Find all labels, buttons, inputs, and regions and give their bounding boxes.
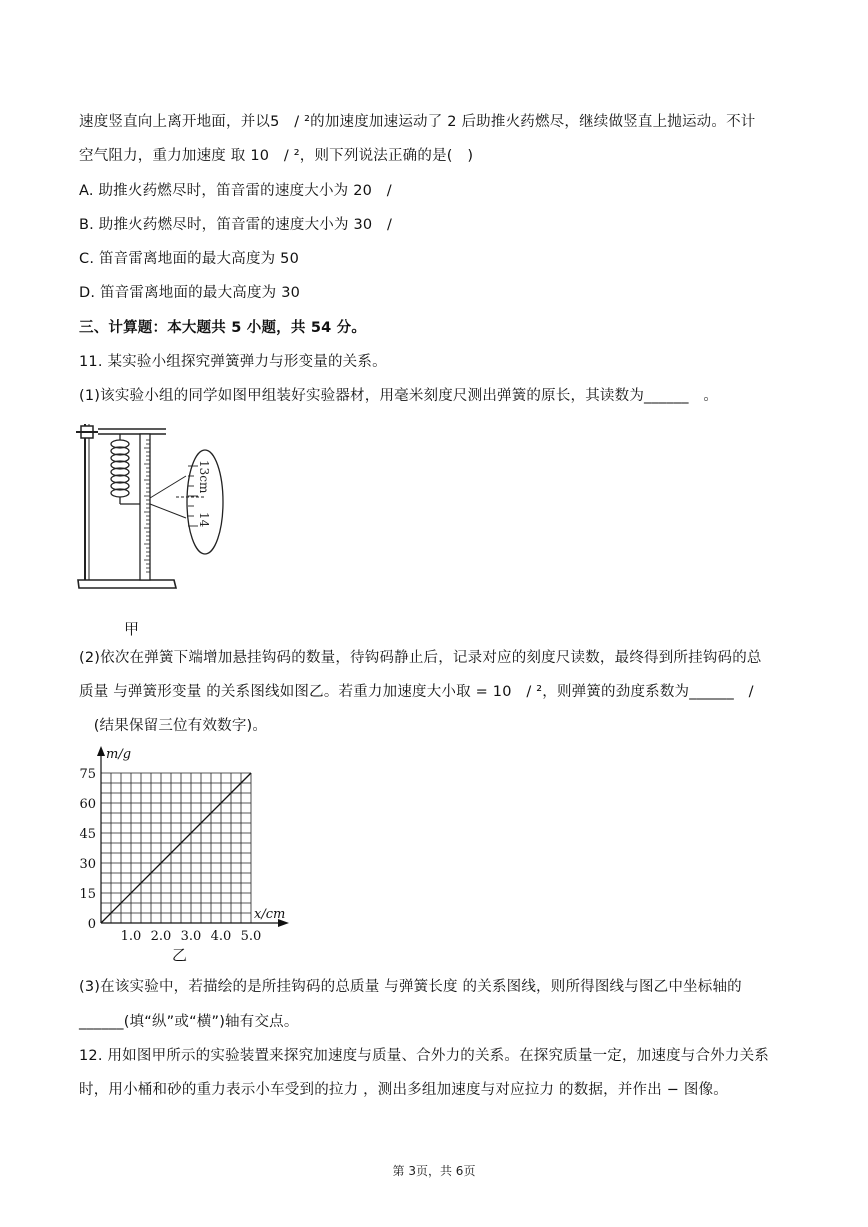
x-tick-label: 3.0 xyxy=(180,929,202,944)
y-tick-label: 45 xyxy=(79,827,96,842)
question-11-title: 11. 某实验小组探究弹簧弹力与形变量的关系。 xyxy=(79,354,387,370)
question-11-part-2-line-1: (2)依次在弹簧下端增加悬挂钩码的数量，待钩码静止后，记录对应的刻度尺读数，最终得到所挂钩码的总 xyxy=(79,650,762,666)
option-c: C. 笛音雷离地面的最大高度为 50 xyxy=(79,251,300,267)
section-heading: 三、计算题：本大题共 5 小题，共 54 分。 xyxy=(79,320,367,336)
data-line xyxy=(101,773,251,923)
page-footer: 第 3页，共 6页 xyxy=(392,1164,476,1178)
x-tick-label: 4.0 xyxy=(210,929,232,944)
y-axis-arrow xyxy=(97,746,105,756)
option-d: D. 笛音雷离地面的最大高度为 30 xyxy=(79,285,301,301)
y-axis-label: m/g xyxy=(106,747,132,762)
spring-apparatus-figure xyxy=(76,418,236,598)
question-11-part-3-line-2: ______(填“纵”或“横”)轴有交点。 xyxy=(79,1014,299,1030)
y-tick-label: 60 xyxy=(79,797,96,812)
text-line-1: 速度竖直向上离开地面，并以5 / ²的加速度加速运动了 2 后助推火药燃尽，继续做竖直上抛运动。不计 xyxy=(79,114,756,130)
x-axis-label: x/cm xyxy=(254,907,286,922)
option-a: A. 助推火药燃尽时，笛音雷的速度大小为 20 / xyxy=(79,183,392,199)
y-tick-label: 0 xyxy=(87,917,96,932)
question-11-part-1: (1)该实验小组的同学如图甲组装好实验器材，用毫米刻度尺测出弹簧的原长，其读数为______ 。 xyxy=(79,388,719,404)
y-tick-label: 15 xyxy=(79,887,96,902)
question-11-part-2-line-2: 质量 与弹簧形变量 的关系图线如图乙。若重力加速度大小取 = 10 / ²，则弹簧的劲度系数为______ / xyxy=(79,684,754,700)
text-line-2: 空气阻力，重力加速度 取 10 / ²，则下列说法正确的是( ) xyxy=(79,148,474,164)
mass-extension-chart xyxy=(68,742,308,967)
x-tick-label: 1.0 xyxy=(120,929,142,944)
question-12-line-2: 时，用小桶和砂的重力表示小车受到的拉力 ，测出多组加速度与对应拉力 的数据，并作出 − 图像。 xyxy=(79,1082,728,1098)
zoom-label-14: 14 xyxy=(197,512,211,528)
question-11-part-2-line-3: (结果保留三位有效数字)。 xyxy=(79,718,268,734)
y-tick-label: 75 xyxy=(79,767,96,782)
question-11-part-3-line-1: (3)在该实验中，若描绘的是所挂钩码的总质量 与弹簧长度 的关系图线，则所得图线与图乙中坐标轴的 xyxy=(79,979,742,995)
option-b: B. 助推火药燃尽时，笛音雷的速度大小为 30 / xyxy=(79,217,393,233)
zoom-label-13cm: 13cm xyxy=(197,460,211,494)
question-12-line-1: 12. 用如图甲所示的实验装置来探究加速度与质量、合外力的关系。在探究质量一定，加速度与合外力关系 xyxy=(79,1048,769,1064)
figure-yi-caption: 乙 xyxy=(172,946,188,964)
figure-jia-caption: 甲 xyxy=(124,620,140,638)
x-tick-label: 2.0 xyxy=(150,929,172,944)
y-tick-label: 30 xyxy=(79,857,96,872)
x-tick-label: 5.0 xyxy=(240,929,262,944)
